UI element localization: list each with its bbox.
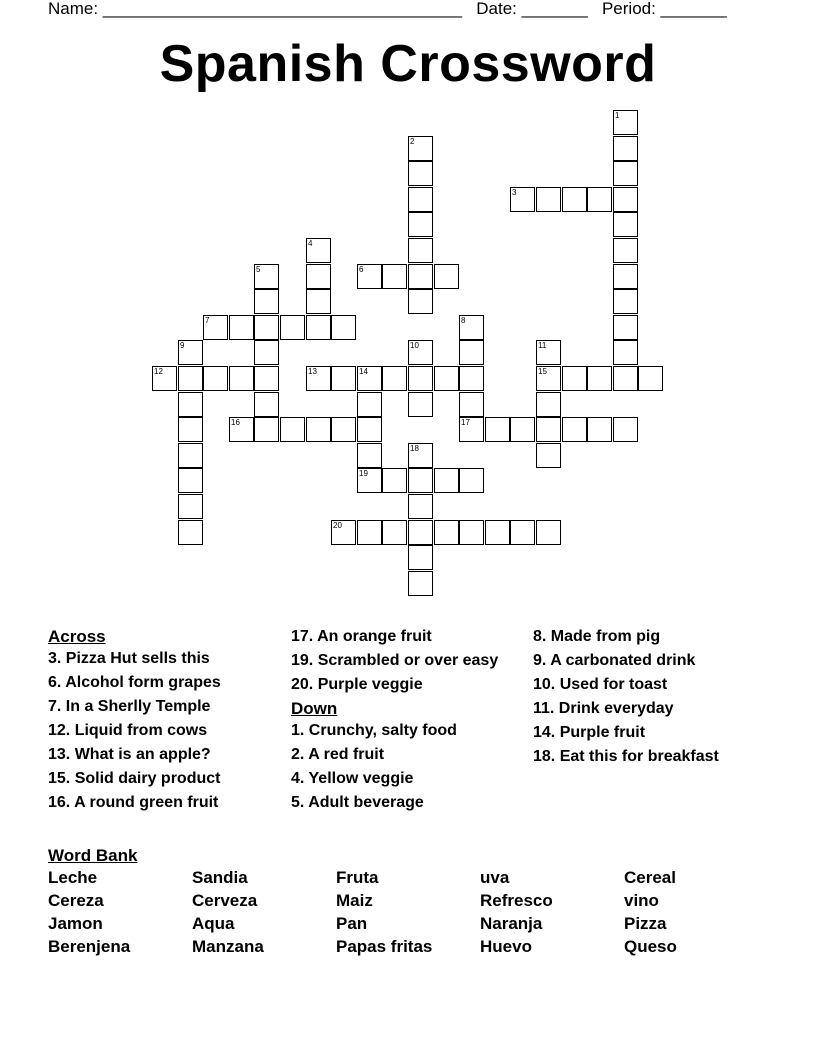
across-clue-list xyxy=(48,649,278,813)
word-bank-item: Naranja xyxy=(480,914,543,933)
crossword-cell[interactable] xyxy=(408,366,433,391)
down-clue-list-continued xyxy=(533,627,763,767)
crossword-cell[interactable] xyxy=(357,468,382,493)
word-bank-item: Huevo xyxy=(480,937,532,956)
crossword-cell[interactable] xyxy=(459,366,484,391)
crossword-cell[interactable] xyxy=(408,494,433,519)
crossword-cell[interactable] xyxy=(357,366,382,391)
clue-item: 9. A carbonated drink xyxy=(533,652,696,669)
crossword-cell[interactable] xyxy=(408,468,433,493)
word-bank-item: Leche xyxy=(48,868,98,887)
crossword-cell[interactable] xyxy=(562,366,587,391)
clue-number: 8 xyxy=(461,316,466,325)
clue-number: 7 xyxy=(205,316,210,325)
crossword-cell[interactable] xyxy=(613,417,638,442)
crossword-cell[interactable] xyxy=(587,366,612,391)
crossword-cell[interactable] xyxy=(434,264,459,289)
crossword-cell[interactable] xyxy=(536,417,561,442)
clue-item: 4. Yellow veggie xyxy=(291,770,414,787)
crossword-cell[interactable] xyxy=(203,366,228,391)
down-clue-list xyxy=(291,721,521,813)
crossword-cell[interactable] xyxy=(382,520,407,545)
crossword-cell[interactable] xyxy=(178,366,203,391)
word-bank-item: Jamon xyxy=(48,914,103,933)
clue-item: 7. In a Sherlly Temple xyxy=(48,698,211,715)
clue-item: 5. Adult beverage xyxy=(291,794,424,811)
crossword-cell[interactable] xyxy=(408,520,433,545)
clue-item: 10. Used for toast xyxy=(533,676,668,693)
clue-number: 4 xyxy=(308,239,313,248)
clue-number: 19 xyxy=(359,469,368,478)
crossword-cell[interactable] xyxy=(613,264,638,289)
word-bank-item: Cereza xyxy=(48,891,104,910)
clue-item: 13. What is an apple? xyxy=(48,746,211,763)
crossword-cell[interactable] xyxy=(613,315,638,340)
crossword-cell[interactable] xyxy=(357,392,382,417)
crossword-cell[interactable] xyxy=(203,315,228,340)
crossword-cell[interactable] xyxy=(280,417,305,442)
crossword-cell[interactable] xyxy=(434,468,459,493)
crossword-cell[interactable] xyxy=(459,340,484,365)
word-bank-item: Aqua xyxy=(192,914,235,933)
crossword-cell[interactable] xyxy=(408,392,433,417)
clue-number: 14 xyxy=(359,367,368,376)
word-bank-item: Refresco xyxy=(480,891,553,910)
word-bank-item: vino xyxy=(624,891,659,910)
crossword-cell[interactable] xyxy=(459,392,484,417)
clue-item: 19. Scrambled or over easy xyxy=(291,652,499,669)
clue-item: 6. Alcohol form grapes xyxy=(48,674,221,691)
page-title: Spanish Crossword xyxy=(159,35,657,93)
clue-number: 17 xyxy=(461,418,470,427)
crossword-cell[interactable] xyxy=(408,289,433,314)
word-bank-item: Pan xyxy=(336,914,368,933)
crossword-cell[interactable] xyxy=(152,366,177,391)
crossword-cell[interactable] xyxy=(306,315,331,340)
crossword-cell[interactable] xyxy=(254,315,279,340)
crossword-cell[interactable] xyxy=(382,264,407,289)
crossword-cell[interactable] xyxy=(357,443,382,468)
crossword-cell[interactable] xyxy=(613,161,638,186)
across-heading: Across xyxy=(48,627,106,646)
crossword-cell[interactable] xyxy=(254,289,279,314)
crossword-cell[interactable] xyxy=(587,417,612,442)
clue-number: 3 xyxy=(512,188,517,197)
clue-number: 5 xyxy=(256,265,261,274)
crossword-cell[interactable] xyxy=(382,468,407,493)
crossword-cell[interactable] xyxy=(459,520,484,545)
word-bank-item: Pizza xyxy=(624,914,667,933)
clue-number: 2 xyxy=(410,137,415,146)
crossword-cell[interactable] xyxy=(331,417,356,442)
crossword-cell[interactable] xyxy=(254,366,279,391)
crossword-cell[interactable] xyxy=(510,520,535,545)
crossword-cell[interactable] xyxy=(408,136,433,161)
crossword-cell[interactable] xyxy=(485,520,510,545)
crossword-cell[interactable] xyxy=(459,468,484,493)
crossword-cell[interactable] xyxy=(254,417,279,442)
word-bank-item: uva xyxy=(480,868,510,887)
word-bank-item: Sandia xyxy=(192,868,248,887)
crossword-cell[interactable] xyxy=(306,417,331,442)
crossword-cell[interactable] xyxy=(613,110,638,135)
clue-number: 20 xyxy=(333,521,342,530)
crossword-cell[interactable] xyxy=(306,238,331,263)
across-clues-column-1 xyxy=(48,627,278,817)
crossword-cell[interactable] xyxy=(613,340,638,365)
clue-number: 1 xyxy=(615,111,620,120)
clue-item: 2. A red fruit xyxy=(291,746,385,763)
crossword-cell[interactable] xyxy=(408,443,433,468)
clue-item: 20. Purple veggie xyxy=(291,676,423,693)
crossword-cell[interactable] xyxy=(254,340,279,365)
crossword-cell[interactable] xyxy=(331,520,356,545)
crossword-cell[interactable] xyxy=(536,340,561,365)
crossword-cell[interactable] xyxy=(638,366,663,391)
clue-number: 13 xyxy=(308,367,317,376)
clue-item: 17. An orange fruit xyxy=(291,628,432,645)
word-bank-item: Papas fritas xyxy=(336,937,433,956)
clue-number: 12 xyxy=(154,367,163,376)
crossword-cell[interactable] xyxy=(459,417,484,442)
crossword-cell[interactable] xyxy=(306,289,331,314)
crossword-cell[interactable] xyxy=(408,187,433,212)
crossword-cell[interactable] xyxy=(510,187,535,212)
across-clue-list-continued xyxy=(291,627,521,695)
crossword-cell[interactable] xyxy=(587,187,612,212)
crossword-cell[interactable] xyxy=(510,417,535,442)
crossword-cell[interactable] xyxy=(562,187,587,212)
crossword-cell[interactable] xyxy=(331,366,356,391)
crossword-cell[interactable] xyxy=(280,315,305,340)
crossword-cell[interactable] xyxy=(178,520,203,545)
word-bank-item: Berenjena xyxy=(48,937,131,956)
down-heading: Down xyxy=(291,699,338,718)
crossword-cell[interactable] xyxy=(408,161,433,186)
crossword-cell[interactable] xyxy=(613,212,638,237)
clue-item: 11. Drink everyday xyxy=(533,700,674,717)
crossword-cell[interactable] xyxy=(178,392,203,417)
clue-number: 9 xyxy=(180,341,185,350)
crossword-cell[interactable] xyxy=(613,238,638,263)
crossword-cell[interactable] xyxy=(613,136,638,161)
crossword-cell[interactable] xyxy=(536,187,561,212)
crossword-cell[interactable] xyxy=(434,520,459,545)
name-field-label: Name: ______________________________________ xyxy=(48,0,463,18)
crossword-cell[interactable] xyxy=(536,520,561,545)
crossword-cell[interactable] xyxy=(408,264,433,289)
clue-item: 8. Made from pig xyxy=(533,628,661,645)
crossword-cell[interactable] xyxy=(408,212,433,237)
crossword-cell[interactable] xyxy=(408,545,433,570)
clues-column-2 xyxy=(291,627,521,817)
word-bank xyxy=(48,868,768,957)
crossword-cell[interactable] xyxy=(178,468,203,493)
clue-item: 1. Crunchy, salty food xyxy=(291,722,457,739)
word-bank-item: Fruta xyxy=(336,868,379,887)
word-bank-item: Maiz xyxy=(336,891,373,910)
crossword-cell[interactable] xyxy=(613,187,638,212)
clue-number: 18 xyxy=(410,444,419,453)
clue-item: 14. Purple fruit xyxy=(533,724,646,741)
crossword-cell[interactable] xyxy=(306,366,331,391)
clue-number: 16 xyxy=(231,418,240,427)
word-bank-item: Cereal xyxy=(624,868,676,887)
clue-number: 11 xyxy=(538,341,547,350)
crossword-cell[interactable] xyxy=(178,340,203,365)
clues-column-3 xyxy=(533,627,763,771)
crossword-cell[interactable] xyxy=(613,289,638,314)
crossword-cell[interactable] xyxy=(254,392,279,417)
clue-number: 15 xyxy=(538,367,547,376)
clue-item: 12. Liquid from cows xyxy=(48,722,208,739)
crossword-cell[interactable] xyxy=(357,520,382,545)
crossword-cell[interactable] xyxy=(306,264,331,289)
word-bank-item: Manzana xyxy=(192,937,264,956)
crossword-cell[interactable] xyxy=(178,443,203,468)
crossword-cell[interactable] xyxy=(357,417,382,442)
crossword-cell[interactable] xyxy=(178,494,203,519)
word-bank-item: Cerveza xyxy=(192,891,258,910)
clue-item: 3. Pizza Hut sells this xyxy=(48,650,210,667)
crossword-cell[interactable] xyxy=(536,366,561,391)
clue-number: 6 xyxy=(359,265,364,274)
word-bank-item: Queso xyxy=(624,937,677,956)
crossword-cell[interactable] xyxy=(229,417,254,442)
period-field-label: Period: _______ xyxy=(601,0,727,18)
crossword-cell[interactable] xyxy=(536,392,561,417)
crossword-cell[interactable] xyxy=(178,417,203,442)
crossword-cell[interactable] xyxy=(613,366,638,391)
clue-number: 10 xyxy=(410,341,419,350)
word-bank-heading: Word Bank xyxy=(48,846,138,865)
clue-item: 15. Solid dairy product xyxy=(48,770,221,787)
crossword-cell[interactable] xyxy=(357,264,382,289)
date-field-label: Date: _______ xyxy=(476,0,588,18)
crossword-cell[interactable] xyxy=(536,443,561,468)
crossword-cell[interactable] xyxy=(408,571,433,596)
crossword-cell[interactable] xyxy=(229,315,254,340)
clue-item: 18. Eat this for breakfast xyxy=(533,748,719,765)
crossword-cell[interactable] xyxy=(408,238,433,263)
crossword-cell[interactable] xyxy=(408,340,433,365)
crossword-cell[interactable] xyxy=(229,366,254,391)
crossword-cell[interactable] xyxy=(331,315,356,340)
clue-item: 16. A round green fruit xyxy=(48,794,219,811)
crossword-cell[interactable] xyxy=(459,315,484,340)
crossword-cell[interactable] xyxy=(254,264,279,289)
crossword-cell[interactable] xyxy=(485,417,510,442)
crossword-cell[interactable] xyxy=(562,417,587,442)
crossword-cell[interactable] xyxy=(382,366,407,391)
crossword-cell[interactable] xyxy=(434,366,459,391)
